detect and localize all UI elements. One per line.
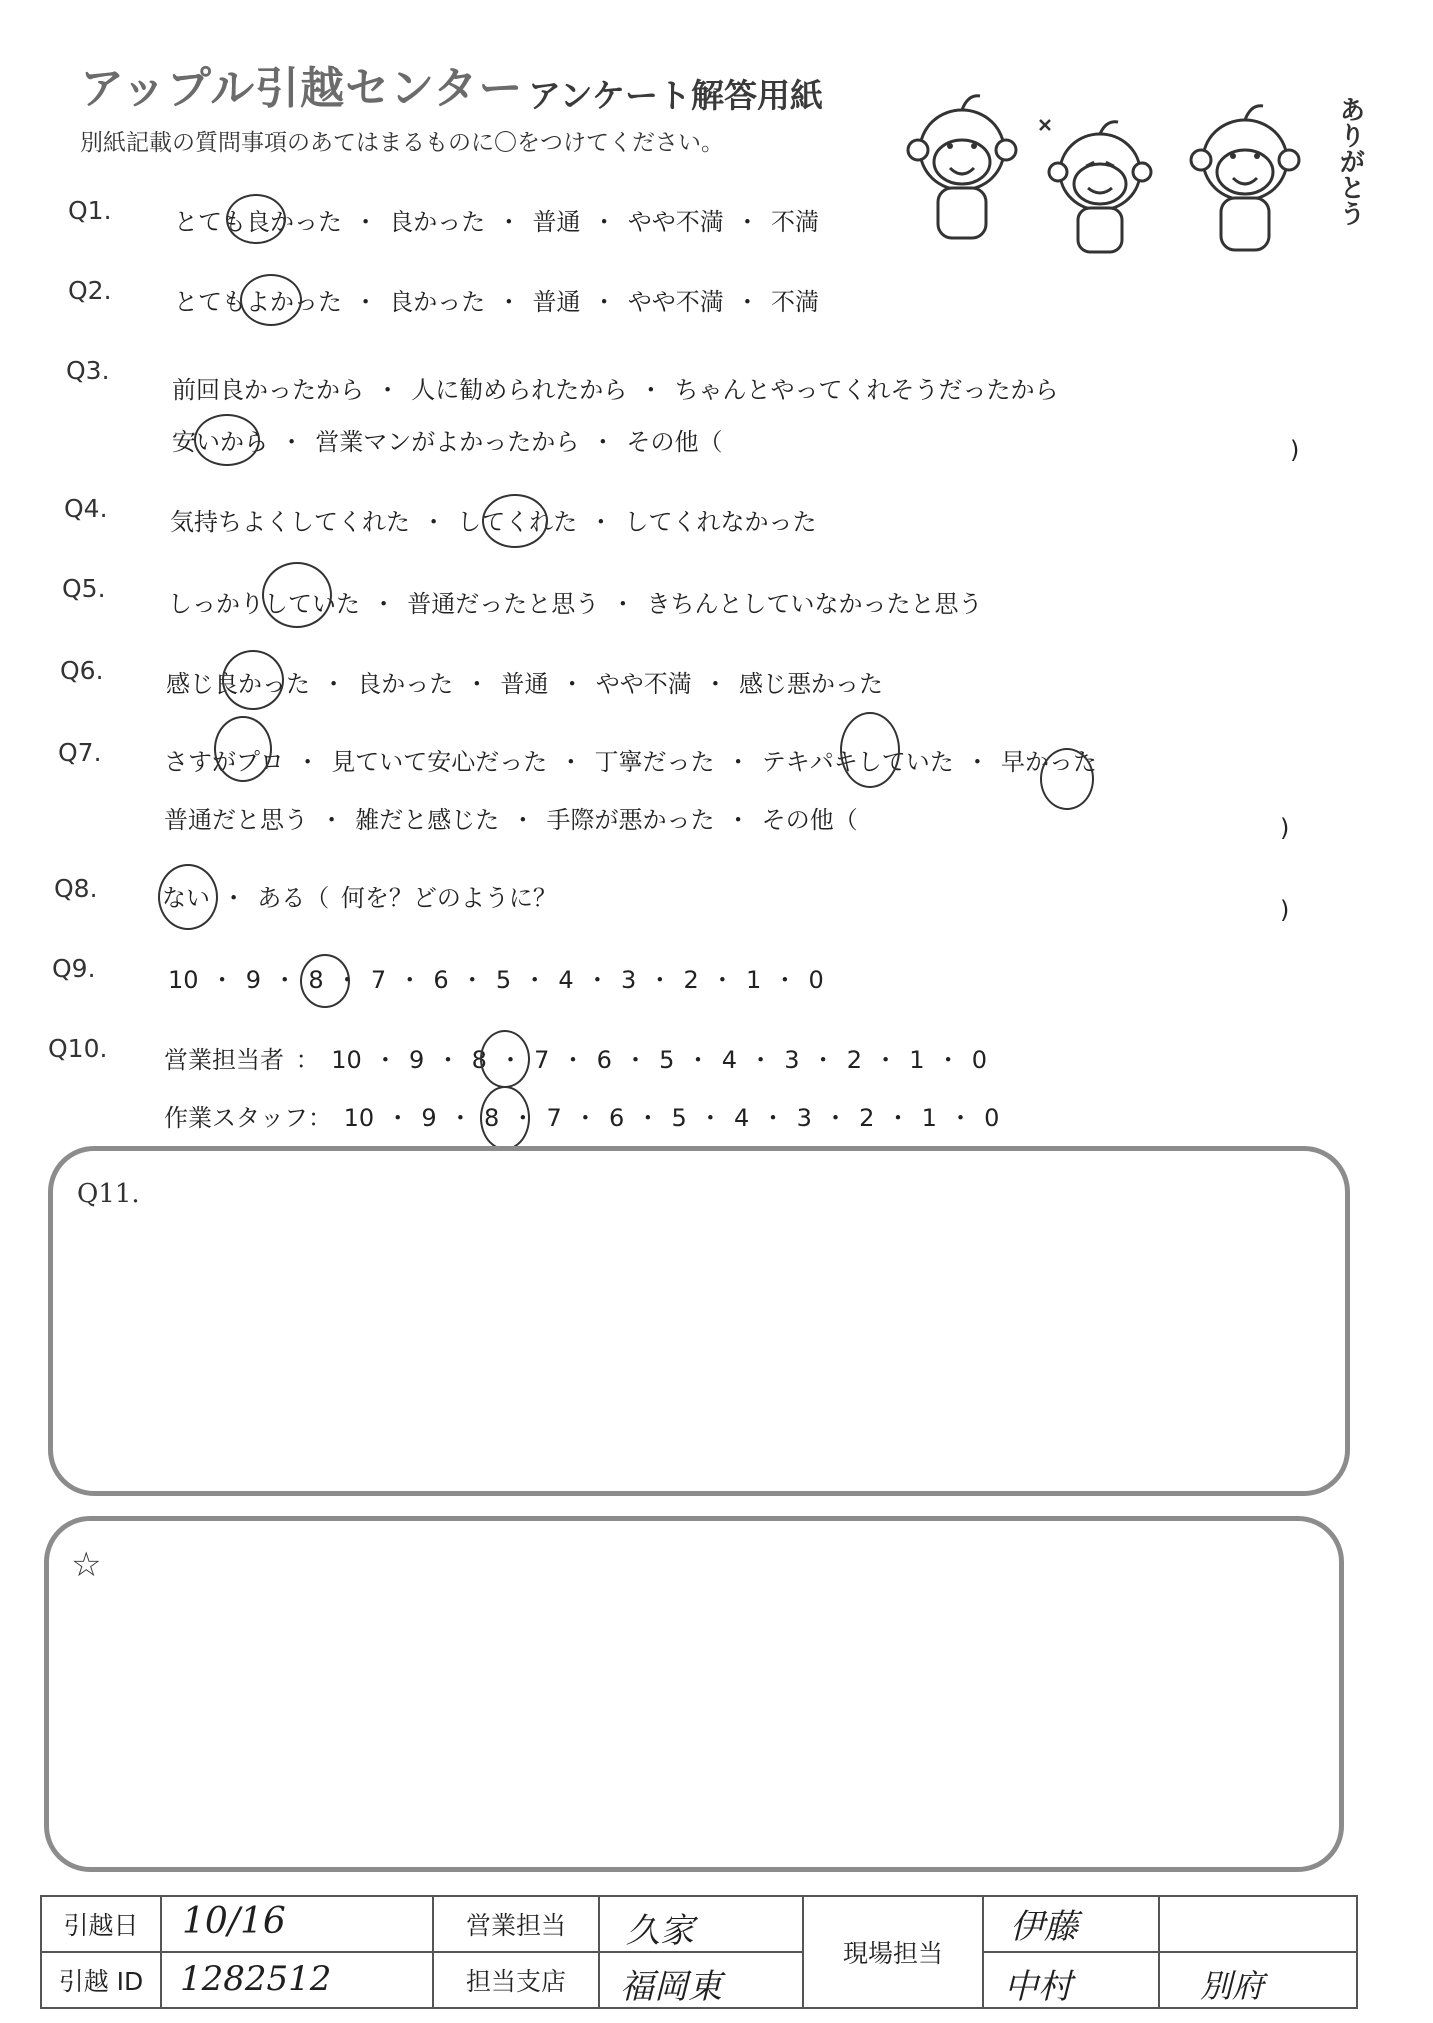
- q3-options-line1: 前回良かったから ・ 人に勧められたから ・ ちゃんとやってくれそうだったから: [172, 376, 1059, 404]
- q3-close-paren: ): [1290, 436, 1300, 464]
- q10-staff-options: 作業スタッフ： 10 ・ 9 ・ 8 ・ 7 ・ 6 ・ 5 ・ 4 ・ 3 ・ 2 ・ 1 ・ 0: [164, 1104, 1000, 1132]
- sales-cell: [599, 1896, 803, 1952]
- q5-label: Q5.: [62, 574, 106, 603]
- brand-title: アップル引越センター: [80, 63, 524, 114]
- answer-circle-q1: [226, 194, 286, 244]
- branch-label: 担当支店: [433, 1952, 599, 2008]
- answer-circle-q4: [482, 494, 548, 548]
- q1-label: Q1.: [68, 196, 112, 225]
- q8-close-paren: ): [1280, 896, 1290, 924]
- sales-label: 営業担当: [433, 1896, 599, 1952]
- move-date-cell: [161, 1896, 433, 1952]
- q10-sales-options: 営業担当者 ： 10 ・ 9 ・ 8 ・ 7 ・ 6 ・ 5 ・ 4 ・ 3 ・ 2 ・ 1 ・ 0: [164, 1046, 988, 1074]
- q6-options: 感じ良かった ・ 良かった ・ 普通 ・ やや不満 ・ 感じ悪かった: [166, 670, 884, 698]
- thanks-text: ありがとう: [1335, 96, 1365, 226]
- q10-label: Q10.: [48, 1034, 108, 1063]
- q3-label: Q3.: [66, 356, 110, 385]
- answer-circle-q5: [262, 562, 332, 628]
- branch-cell: [599, 1952, 803, 2008]
- move-id-cell: [161, 1952, 433, 2008]
- instruction-text: 別紙記載の質問事項のあてはまるものに〇をつけてください。: [80, 130, 724, 156]
- site-label: 現場担当: [803, 1896, 983, 2008]
- q9-label: Q9.: [52, 954, 96, 983]
- sales-value: 久家: [626, 1911, 694, 1951]
- q11-comment-box[interactable]: [48, 1146, 1350, 1496]
- move-id-label: 引越 ID: [41, 1952, 161, 2008]
- answer-circle-q7-pro: [214, 716, 272, 782]
- star-box-label: ☆: [71, 1545, 102, 1585]
- site-staff-cell-2: [983, 1952, 1159, 2008]
- q4-options: 気持ちよくしてくれた ・ してくれた ・ してくれなかった: [170, 508, 817, 536]
- monkey-mascots-illustration: [900, 80, 1360, 260]
- answer-circle-q8: [158, 864, 218, 930]
- site-staff-3: 別府: [1200, 1967, 1265, 2005]
- answer-circle-q7-hayakatta: [1040, 748, 1094, 810]
- branch-value: 福岡東: [620, 1967, 722, 2007]
- q7-options-line1: さすがプロ ・ 見ていて安心だった ・ 丁寧だった ・ テキパキしていた ・ 早かった: [164, 748, 1098, 776]
- site-staff-cell-1: [983, 1896, 1159, 1952]
- q7-close-paren: ): [1280, 814, 1290, 842]
- q9-options: 10 ・ 9 ・ 8 ・ 7 ・ 6 ・ 5 ・ 4 ・ 3 ・ 2 ・ 1 ・ 0: [168, 966, 824, 994]
- move-id-value: 1282512: [180, 1959, 332, 1999]
- answer-circle-q6: [222, 650, 284, 710]
- q3-options-line2: 安いから ・ 営業マンがよかったから ・ その他（: [172, 428, 723, 456]
- q4-label: Q4.: [64, 494, 108, 523]
- star-comment-box[interactable]: [44, 1516, 1344, 1872]
- q2-label: Q2.: [68, 276, 112, 305]
- q8-options: ない ・ ある（ 何を？どのように？: [162, 884, 557, 912]
- q1-options: とても良かった ・ 良かった ・ 普通 ・ やや不満 ・ 不満: [174, 208, 820, 236]
- q8-label: Q8.: [54, 874, 98, 903]
- answer-circle-q3: [194, 414, 260, 466]
- answer-circle-q7-tekipaki: [840, 712, 900, 788]
- q2-options: とてもよかった ・ 良かった ・ 普通 ・ やや不満 ・ 不満: [174, 288, 820, 316]
- site-staff-1: 伊藤: [1010, 1907, 1078, 1947]
- site-staff-cell-3: [1159, 1952, 1357, 2008]
- answer-circle-q10-staff: [480, 1086, 530, 1150]
- q11-box-label: Q11.: [77, 1179, 140, 1209]
- answer-circle-q9: [300, 954, 350, 1008]
- q7-label: Q7.: [58, 738, 102, 767]
- move-date-label: 引越日: [41, 1896, 161, 1952]
- q5-options: しっかりしていた ・ 普通だったと思う ・ きちんとしていなかったと思う: [168, 590, 983, 618]
- move-date-value: 10/16: [182, 1901, 286, 1942]
- q6-label: Q6.: [60, 656, 104, 685]
- site-staff-2: 中村: [1004, 1967, 1072, 2007]
- form-subtitle: アンケート解答用紙: [528, 76, 824, 115]
- site-staff-cell-empty: [1159, 1896, 1357, 1952]
- answer-circle-q2: [240, 274, 302, 326]
- answer-circle-q10-sales: [480, 1030, 530, 1088]
- q7-options-line2: 普通だと思う ・ 雑だと感じた ・ 手際が悪かった ・ その他（: [164, 806, 858, 834]
- footer-info-table: [40, 1895, 1358, 2009]
